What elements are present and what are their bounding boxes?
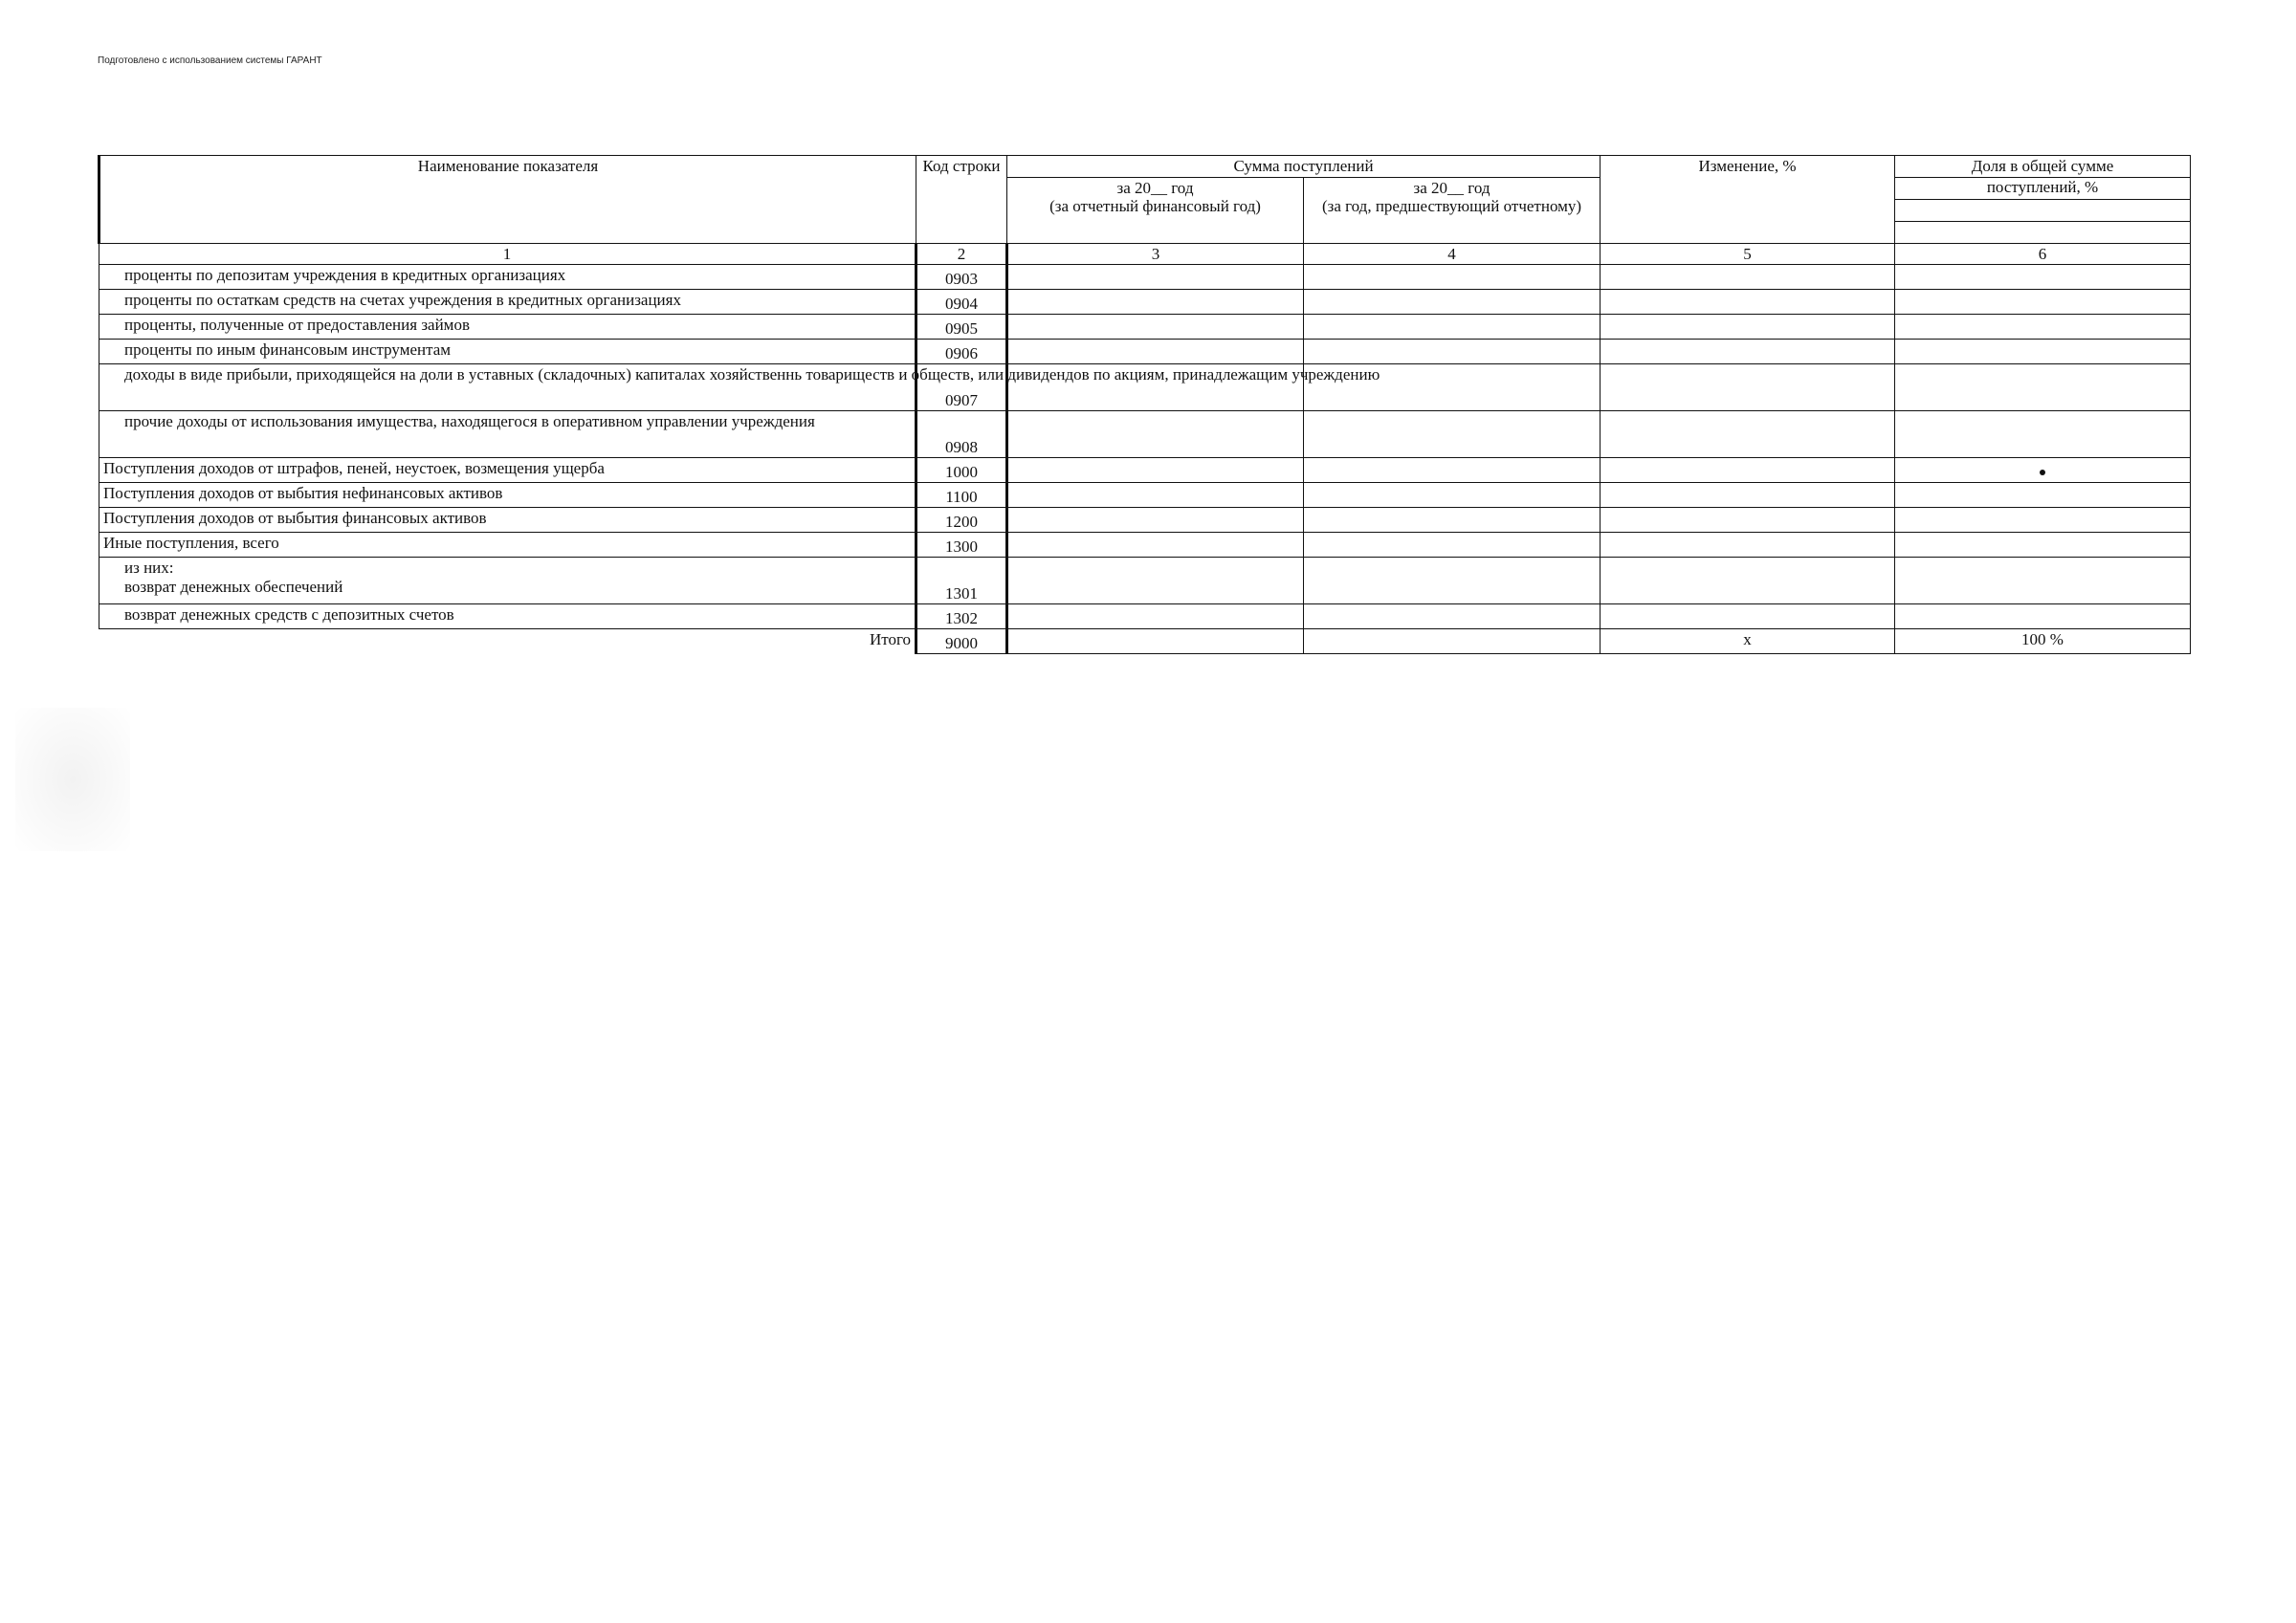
row-code: 1301 (916, 558, 1007, 604)
total-row (99, 629, 2191, 654)
header-share-sub (1895, 177, 2191, 243)
header-indicator-name: Наименование показателя (99, 156, 916, 244)
scan-smudge (15, 708, 130, 851)
table-row (99, 604, 2191, 629)
table-row (99, 315, 2191, 340)
row-code: 1000 (916, 458, 1007, 483)
cell-change[interactable] (1601, 558, 1895, 604)
cell-previous[interactable] (1304, 558, 1601, 604)
row-code: 0905 (916, 315, 1007, 340)
cell-share[interactable] (1895, 558, 2191, 604)
total-current[interactable] (1007, 629, 1304, 654)
table-row (99, 340, 2191, 364)
cell-share[interactable] (1895, 290, 2191, 315)
row-code: 1100 (916, 483, 1007, 508)
cell-share[interactable] (1895, 533, 2191, 558)
row-code: 1300 (916, 533, 1007, 558)
cell-previous[interactable] (1304, 458, 1601, 483)
cell-current[interactable] (1007, 265, 1304, 290)
column-number: 6 (1895, 243, 2191, 265)
column-number-row (99, 243, 2191, 265)
cell-current[interactable] (1007, 340, 1304, 364)
row-code: 0908 (916, 411, 1007, 458)
header-previous-year-label: за 20__ год (1413, 178, 1490, 197)
column-number: 2 (916, 243, 1007, 265)
row-code: 0903 (916, 265, 1007, 290)
header-previous-year (1304, 177, 1601, 243)
row-name: Поступления доходов от выбытия финансовых активов (99, 508, 916, 533)
cell-change[interactable] (1601, 364, 1895, 411)
cell-share[interactable] (1895, 604, 2191, 629)
cell-previous[interactable] (1304, 315, 1601, 340)
cell-current[interactable] (1007, 533, 1304, 558)
header-previous-year-note: (за год, предшествующий отчетному) (1321, 197, 1582, 216)
row-name-prefix: из них: (124, 559, 174, 578)
header-share-title: Доля в общей сумме (1895, 156, 2191, 178)
cell-change[interactable] (1601, 483, 1895, 508)
row-name: доходы в виде прибыли, приходящейся на доли в уставных (складочных) капиталах хозяйственнь товариществ и обществ, или дивидендов по акциям, принадлежащим учреждению (99, 364, 916, 411)
row-code: 1200 (916, 508, 1007, 533)
cell-share[interactable] (1895, 458, 2191, 483)
cell-change[interactable] (1601, 411, 1895, 458)
header-share-blank-1 (1895, 200, 2190, 222)
cell-share[interactable] (1895, 411, 2191, 458)
cell-change[interactable] (1601, 604, 1895, 629)
cell-change[interactable] (1601, 290, 1895, 315)
row-code: 0904 (916, 290, 1007, 315)
table-row (99, 265, 2191, 290)
cell-share[interactable] (1895, 508, 2191, 533)
row-name: проценты, полученные от предоставления займов (99, 315, 916, 340)
total-previous[interactable] (1304, 629, 1601, 654)
row-name: Поступления доходов от штрафов, пеней, неустоек, возмещения ущерба (99, 458, 916, 483)
cell-share[interactable] (1895, 483, 2191, 508)
row-code: 0907 (916, 364, 1007, 411)
total-code: 9000 (916, 629, 1007, 654)
column-number: 3 (1007, 243, 1304, 265)
cell-change[interactable] (1601, 533, 1895, 558)
cell-previous[interactable] (1304, 411, 1601, 458)
cell-previous[interactable] (1304, 340, 1601, 364)
cell-previous[interactable] (1304, 290, 1601, 315)
row-code: 1302 (916, 604, 1007, 629)
cell-change[interactable] (1601, 315, 1895, 340)
cell-change[interactable] (1601, 508, 1895, 533)
cell-current[interactable] (1007, 458, 1304, 483)
row-name: Иные поступления, всего (99, 533, 916, 558)
column-number: 4 (1304, 243, 1601, 265)
cell-previous[interactable] (1304, 265, 1601, 290)
total-label: Итого (99, 629, 916, 654)
cell-share[interactable] (1895, 364, 2191, 411)
header-share-blank-2 (1895, 222, 2190, 243)
total-change: x (1601, 629, 1895, 654)
income-table (98, 155, 2191, 654)
column-number: 1 (99, 243, 916, 265)
header-sum-group: Сумма поступлений (1007, 156, 1601, 178)
cell-previous[interactable] (1304, 533, 1601, 558)
header-current-year-label: за 20__ год (1116, 178, 1194, 197)
table-row (99, 558, 2191, 604)
cell-current[interactable] (1007, 411, 1304, 458)
cell-share[interactable] (1895, 265, 2191, 290)
total-share: 100 % (1895, 629, 2191, 654)
cell-current[interactable] (1007, 604, 1304, 629)
row-name: проценты по остаткам средств на счетах учреждения в кредитных организациях (99, 290, 916, 315)
row-code: 0906 (916, 340, 1007, 364)
cell-change[interactable] (1601, 458, 1895, 483)
row-name: прочие доходы от использования имущества, находящегося в оперативном управлении учреждения (99, 411, 916, 458)
cell-share[interactable] (1895, 340, 2191, 364)
table-row (99, 458, 2191, 483)
header-row-code: Код строки (916, 156, 1007, 244)
table-row (99, 290, 2191, 315)
cell-current[interactable] (1007, 508, 1304, 533)
table-row (99, 411, 2191, 458)
table-row (99, 533, 2191, 558)
row-name: проценты по иным финансовым инструментам (99, 340, 916, 364)
row-name-main: возврат денежных обеспечений (124, 577, 343, 596)
cell-previous[interactable] (1304, 508, 1601, 533)
cell-previous[interactable] (1304, 604, 1601, 629)
column-number: 5 (1601, 243, 1895, 265)
cell-current[interactable] (1007, 483, 1304, 508)
header-change-percent: Изменение, % (1601, 156, 1895, 244)
cell-change[interactable] (1601, 265, 1895, 290)
cell-current[interactable] (1007, 290, 1304, 315)
header-share-percent: поступлений, % (1895, 178, 2190, 200)
header-current-year-note: (за отчетный финансовый год) (1049, 197, 1261, 216)
cell-current[interactable] (1007, 558, 1304, 604)
row-name: проценты по депозитам учреждения в кредитных организациях (99, 265, 916, 290)
table-row (99, 364, 2191, 411)
garant-note: Подготовлено с использованием системы ГАРАНТ (98, 55, 322, 66)
row-name: возврат денежных средств с депозитных счетов (99, 604, 916, 629)
cell-previous[interactable] (1304, 483, 1601, 508)
cell-current[interactable] (1007, 315, 1304, 340)
header-current-year (1007, 177, 1304, 243)
header-row-1 (99, 156, 2191, 178)
cell-change[interactable] (1601, 340, 1895, 364)
dot-mark-icon (2040, 470, 2045, 475)
row-name (99, 558, 916, 604)
table-row (99, 483, 2191, 508)
table-row (99, 508, 2191, 533)
cell-share[interactable] (1895, 315, 2191, 340)
row-name: Поступления доходов от выбытия нефинансовых активов (99, 483, 916, 508)
